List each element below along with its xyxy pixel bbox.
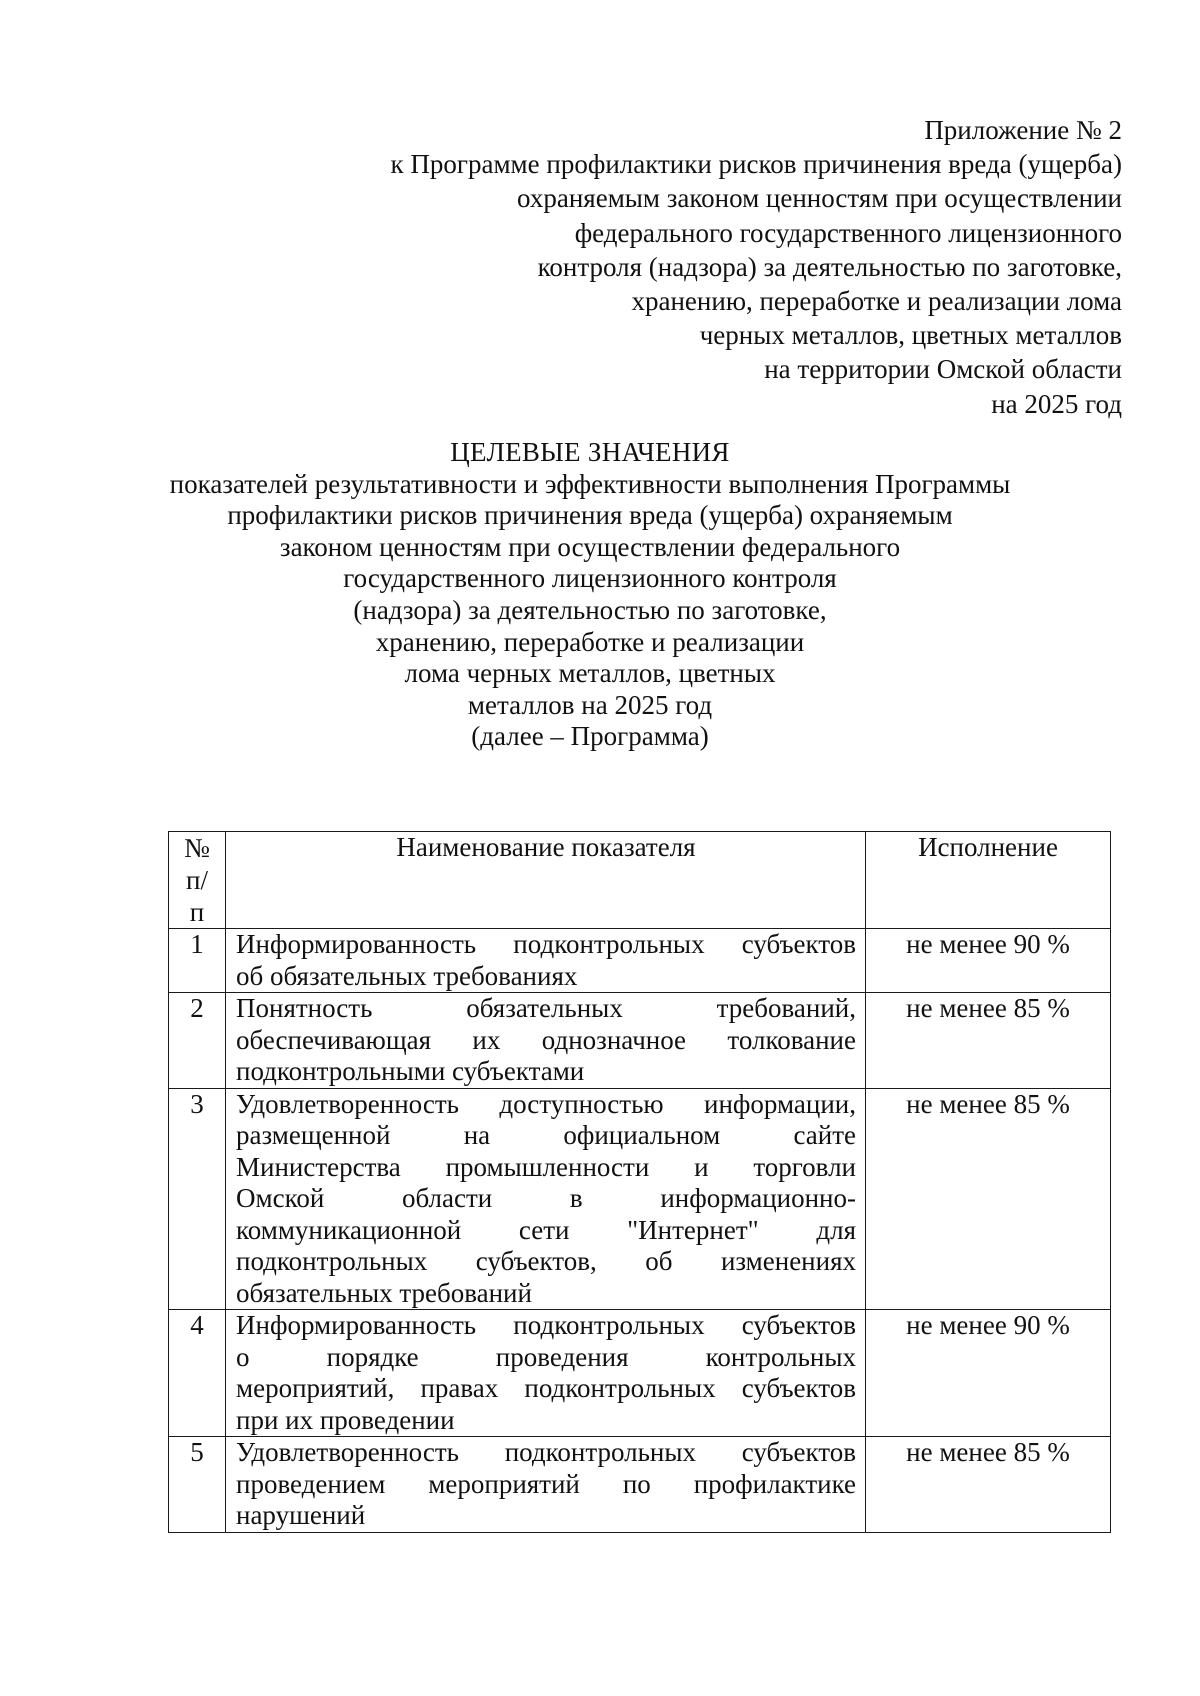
table-header-row	[169, 832, 1111, 929]
table-row	[169, 993, 1111, 1089]
row-name-line: Информированность подконтрольных субъектов	[236, 929, 856, 959]
table-row	[169, 1088, 1111, 1310]
row-exec-cell: не менее 85 %	[866, 993, 1111, 1089]
row-exec-cell: не менее 90 %	[866, 1310, 1111, 1437]
row-name-line: Омской области в информационно-	[236, 1183, 856, 1213]
row-name-line: проведением мероприятий по профилактике	[236, 1468, 856, 1499]
appendix-line: на 2025 год	[991, 388, 1122, 419]
row-num-cell: 2	[169, 993, 226, 1089]
indicators-table	[168, 831, 1111, 1533]
header-num-cell	[169, 832, 226, 929]
row-name-line: при их проведении	[236, 1404, 455, 1435]
header-exec-cell: Исполнение	[866, 832, 1111, 929]
appendix-line: охраняемым законом ценностям при осуществлении	[517, 183, 1122, 214]
header-name-cell: Наименование показателя	[226, 832, 866, 929]
heading-line: металлов на 2025 год	[467, 689, 713, 720]
row-num-cell: 3	[169, 1088, 226, 1310]
heading-line: законом ценностям при осуществлении федерального	[279, 531, 901, 562]
row-name-cell	[226, 1088, 866, 1310]
appendix-line: к Программе профилактики рисков причинения вреда (ущерба)	[390, 149, 1122, 180]
row-name-line: подконтрольных субъектов, об изменениях	[236, 1246, 856, 1276]
appendix-line: черных металлов, цветных металлов	[699, 320, 1122, 351]
document-heading	[150, 437, 1030, 753]
row-name-line: нарушений	[236, 1500, 366, 1530]
row-name-line: о порядке проведения контрольных	[236, 1341, 856, 1372]
heading-line: (надзора) за деятельностью по заготовке,	[353, 594, 827, 625]
row-num-cell: 1	[169, 929, 226, 993]
header-num-line: №	[184, 833, 210, 863]
row-name-line: Информированность подконтрольных субъектов	[236, 1310, 856, 1340]
header-num-line: п	[189, 897, 205, 927]
header-num-line: п/	[186, 865, 208, 895]
appendix-line: хранению, переработке и реализации лома	[631, 286, 1122, 317]
row-name-line: мероприятий, правах подконтрольных субъектов	[236, 1373, 856, 1403]
row-name-cell	[226, 993, 866, 1089]
appendix-line: на территории Омской области	[764, 354, 1122, 385]
row-name-line: обеспечивающая их однозначное толкование	[236, 1024, 856, 1055]
appendix-block	[262, 113, 1122, 421]
row-num-cell: 4	[169, 1310, 226, 1437]
row-name-line: Удовлетворенность доступностью информации,	[236, 1088, 856, 1119]
row-name-line: размещенной на официальном сайте	[236, 1120, 856, 1150]
row-name-cell	[226, 1437, 866, 1533]
row-name-line: обязательных требований	[236, 1277, 532, 1308]
heading-line: лома черных металлов, цветных	[404, 658, 776, 689]
heading-line: профилактики рисков причинения вреда (ущерба) охраняемым	[227, 500, 953, 531]
row-name-line: об обязательных требованиях	[236, 960, 578, 991]
heading-line: хранению, переработке и реализации	[375, 626, 805, 657]
row-name-line: подконтрольными субъектами	[236, 1056, 585, 1086]
table-row	[169, 929, 1111, 993]
appendix-line: федерального государственного лицензионного	[574, 217, 1122, 248]
row-exec-cell: не менее 85 %	[866, 1088, 1111, 1310]
row-name-line: Министерства промышленности и торговли	[236, 1151, 856, 1182]
row-name-line: Понятность обязательных требований,	[236, 993, 856, 1023]
table-row	[169, 1310, 1111, 1437]
table-row	[169, 1437, 1111, 1533]
appendix-line: контроля (надзора) за деятельностью по заготовке,	[537, 251, 1122, 282]
row-num-cell: 5	[169, 1437, 226, 1533]
row-name-line: Удовлетворенность подконтрольных субъектов	[236, 1437, 856, 1467]
row-name-cell	[226, 929, 866, 993]
row-name-line: коммуникационной сети "Интернет" для	[236, 1214, 856, 1245]
heading-line: государственного лицензионного контроля	[343, 563, 837, 594]
row-exec-cell: не менее 90 %	[866, 929, 1111, 993]
row-exec-cell: не менее 85 %	[866, 1437, 1111, 1533]
heading-line: (далее – Программа)	[471, 721, 709, 752]
heading-line: показателей результативности и эффективности выполнения Программы	[169, 468, 1011, 499]
row-name-cell	[226, 1310, 866, 1437]
document-title: ЦЕЛЕВЫЕ ЗНАЧЕНИЯ	[450, 437, 730, 467]
appendix-line: Приложение № 2	[924, 115, 1122, 145]
